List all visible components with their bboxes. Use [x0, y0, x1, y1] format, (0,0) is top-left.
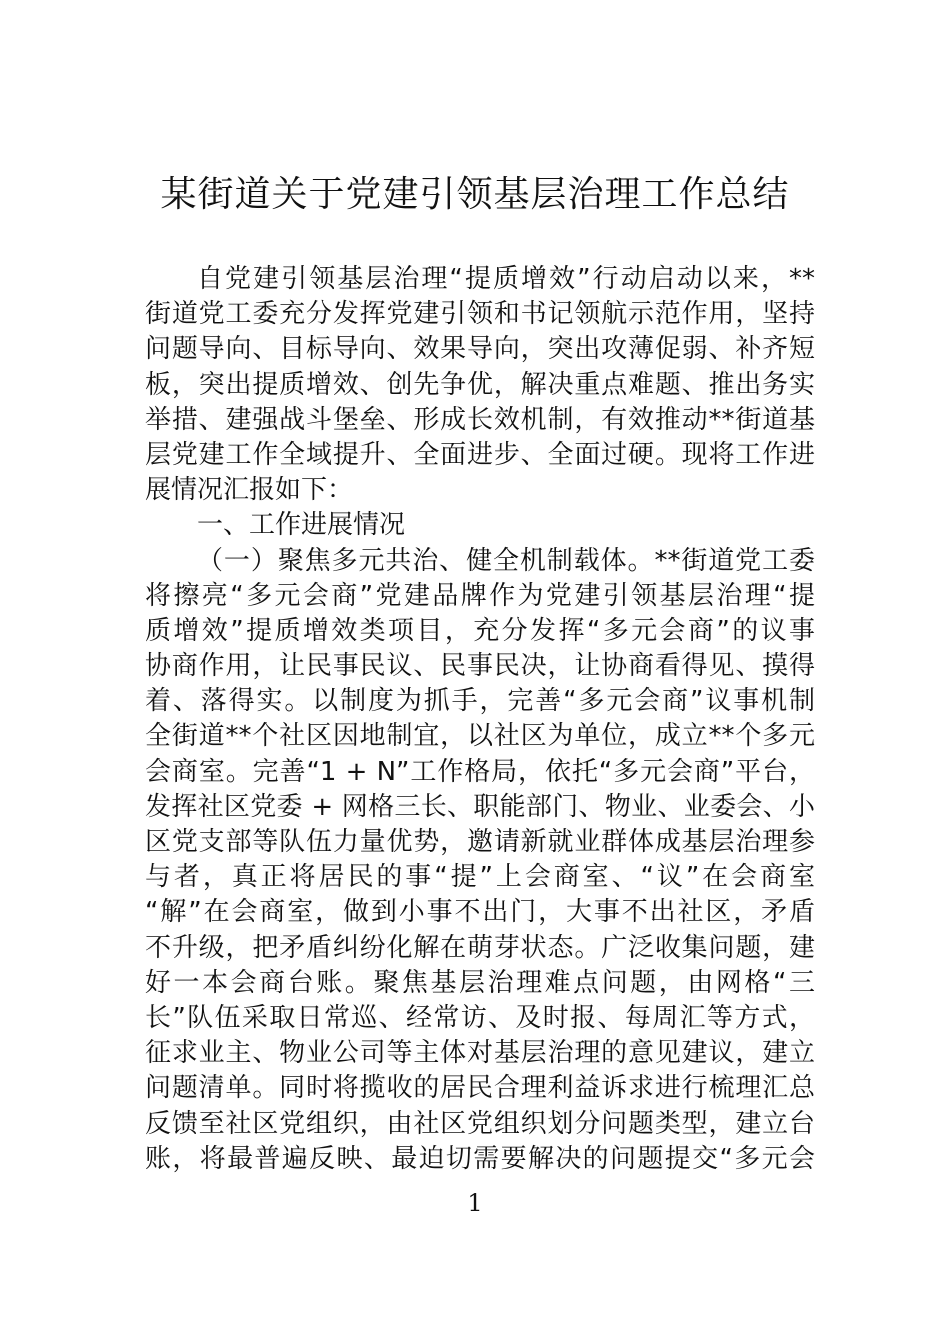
paragraph-line: 协商作用，让民事民议、民事民决，让协商看得见、摸得 [145, 651, 815, 682]
paragraph-line: 好一本会商台账。聚焦基层治理难点问题，由网格“三 [145, 967, 815, 998]
section-heading: 一、工作进展情况 [197, 510, 406, 541]
paragraph-line: 全街道**个社区因地制宜，以社区为单位，成立**个多元 [145, 721, 815, 752]
document-title: 某街道关于党建引领基层治理工作总结 [160, 174, 790, 215]
paragraph-line: 层党建工作全域提升、全面进步、全面过硬。现将工作进 [145, 439, 815, 470]
paragraph-line: 问题导向、目标导向、效果导向，突出攻薄促弱、补齐短 [145, 334, 815, 365]
paragraph-line: 着、落得实。以制度为抓手，完善“多元会商”议事机制 [145, 686, 815, 717]
paragraph-line: 展情况汇报如下： [145, 475, 354, 506]
paragraph-line: “解”在会商室，做到小事不出门，大事不出社区，矛盾 [145, 897, 815, 928]
paragraph-line: 街道党工委充分发挥党建引领和书记领航示范作用，坚持 [145, 299, 815, 330]
paragraph-line: 反馈至社区党组织，由社区党组织划分问题类型，建立台 [145, 1108, 815, 1139]
paragraph-line: （一）聚焦多元共治、健全机制载体。**街道党工委 [197, 545, 815, 576]
paragraph-line: 会商室。完善“1 + N”工作格局，依托“多元会商”平台， [145, 756, 815, 787]
paragraph-line: 与者，真正将居民的事“提”上会商室、“议”在会商室 [145, 862, 815, 893]
page-number: 1 [467, 1189, 483, 1217]
paragraph-line: 长”队伍采取日常巡、经常访、及时报、每周汇等方式， [145, 1002, 815, 1033]
paragraph-line: 征求业主、物业公司等主体对基层治理的意见建议，建立 [145, 1038, 815, 1069]
paragraph-line: 问题清单。同时将揽收的居民合理利益诉求进行梳理汇总 [145, 1073, 815, 1104]
paragraph-line: 区党支部等队伍力量优势，邀请新就业群体成基层治理参 [145, 827, 815, 857]
paragraph-line: 板，突出提质增效、创先争优，解决重点难题、推出务实 [145, 369, 815, 400]
paragraph-line: 质增效”提质增效类项目，充分发挥“多元会商”的议事 [145, 615, 815, 646]
paragraph-line: 举措、建强战斗堡垒、形成长效机制，有效推动**街道基 [145, 404, 815, 435]
document-body [145, 262, 815, 1177]
paragraph-line: 不升级，把矛盾纠纷化解在萌芽状态。广泛收集问题，建 [145, 932, 815, 963]
paragraph-line: 自党建引领基层治理“提质增效”行动启动以来，** [197, 264, 815, 294]
paragraph-line: 发挥社区党委 + 网格三长、职能部门、物业、业委会、小 [145, 791, 815, 822]
paragraph-line: 将擦亮“多元会商”党建品牌作为党建引领基层治理“提 [145, 580, 815, 611]
paragraph-line: 账，将最普遍反映、最迫切需要解决的问题提交“多元会 [145, 1143, 815, 1174]
